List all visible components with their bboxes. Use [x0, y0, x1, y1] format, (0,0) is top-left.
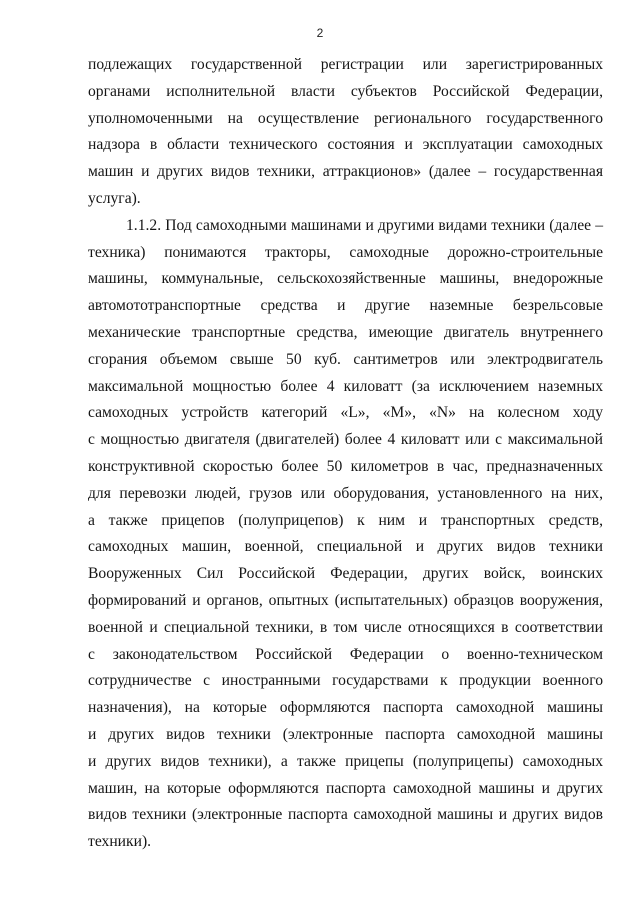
text-line: военной и специальной техники, в том числе относящихся в соответствии: [88, 618, 603, 636]
paragraph: [88, 52, 603, 213]
text-line: а также прицепов (полуприцепов) к ним и транспортных средств,: [88, 511, 603, 529]
text-line: максимальной мощностью более 4 киловатт (за исключением наземных: [88, 377, 603, 395]
text-line: и других видов техники), а также прицепы (полуприцепы) самоходных: [88, 752, 603, 770]
page-number: 2: [316, 26, 324, 40]
text-line: техника) понимаются тракторы, самоходные дорожно-строительные: [88, 243, 603, 261]
text-line: техники).: [88, 833, 152, 851]
text-line: видов техники (электронные паспорта самоходной машины и других видов: [88, 806, 603, 824]
text-line: конструктивной скоростью более 50 километров в час, предназначенных: [88, 457, 603, 475]
text-line: механические транспортные средства, имеющие двигатель внутреннего: [88, 323, 603, 341]
text-line: сотрудничестве с иностранными государствами к продукции военного: [88, 672, 603, 690]
text-line: 1.1.2. Под самоходными машинами и другими видами техники (далее –: [126, 216, 603, 234]
text-line: машины, коммунальные, сельскохозяйственные машины, внедорожные: [88, 270, 603, 288]
text-line: уполномоченными на осуществление регионального государственного: [88, 109, 603, 127]
text-line: и других видов техники (электронные паспорта самоходной машины: [88, 725, 603, 743]
text-line: органами исполнительной власти субъектов Российской Федерации,: [88, 82, 603, 100]
text-line: надзора в области технического состояния и эксплуатации самоходных: [88, 136, 603, 154]
text-line: формирований и органов, опытных (испытательных) образцов вооружения,: [88, 591, 603, 609]
text-line: сгорания объемом свыше 50 куб. сантиметров или электродвигатель: [88, 350, 603, 368]
text-line: с мощностью двигателя (двигателей) более 4 киловатт или с максимальной: [88, 431, 603, 449]
text-line: для перевозки людей, грузов или оборудования, установленного на них,: [88, 484, 603, 502]
text-line: самоходных машин, военной, специальной и других видов техники: [88, 538, 603, 556]
text-line: самоходных устройств категорий «L», «M», «N» на колесном ходу: [88, 404, 603, 422]
text-line: машин и других видов техники, аттракционов» (далее – государственная: [88, 163, 603, 181]
text-line: с законодательством Российской Федерации о военно-техническом: [88, 645, 603, 663]
text-line: Вооруженных Сил Российской Федерации, других войск, воинских: [88, 565, 603, 583]
text-line: подлежащих государственной регистрации или зарегистрированных: [88, 56, 603, 73]
text-line: услуга).: [88, 189, 141, 207]
text-line: автомототранспортные средства и другие наземные безрельсовые: [88, 297, 603, 315]
text-line: назначения), на которые оформляются паспорта самоходной машины: [88, 699, 603, 717]
paragraph: [88, 213, 603, 856]
text-line: машин, на которые оформляются паспорта самоходной машины и других: [88, 779, 603, 797]
document-body: [88, 52, 603, 856]
